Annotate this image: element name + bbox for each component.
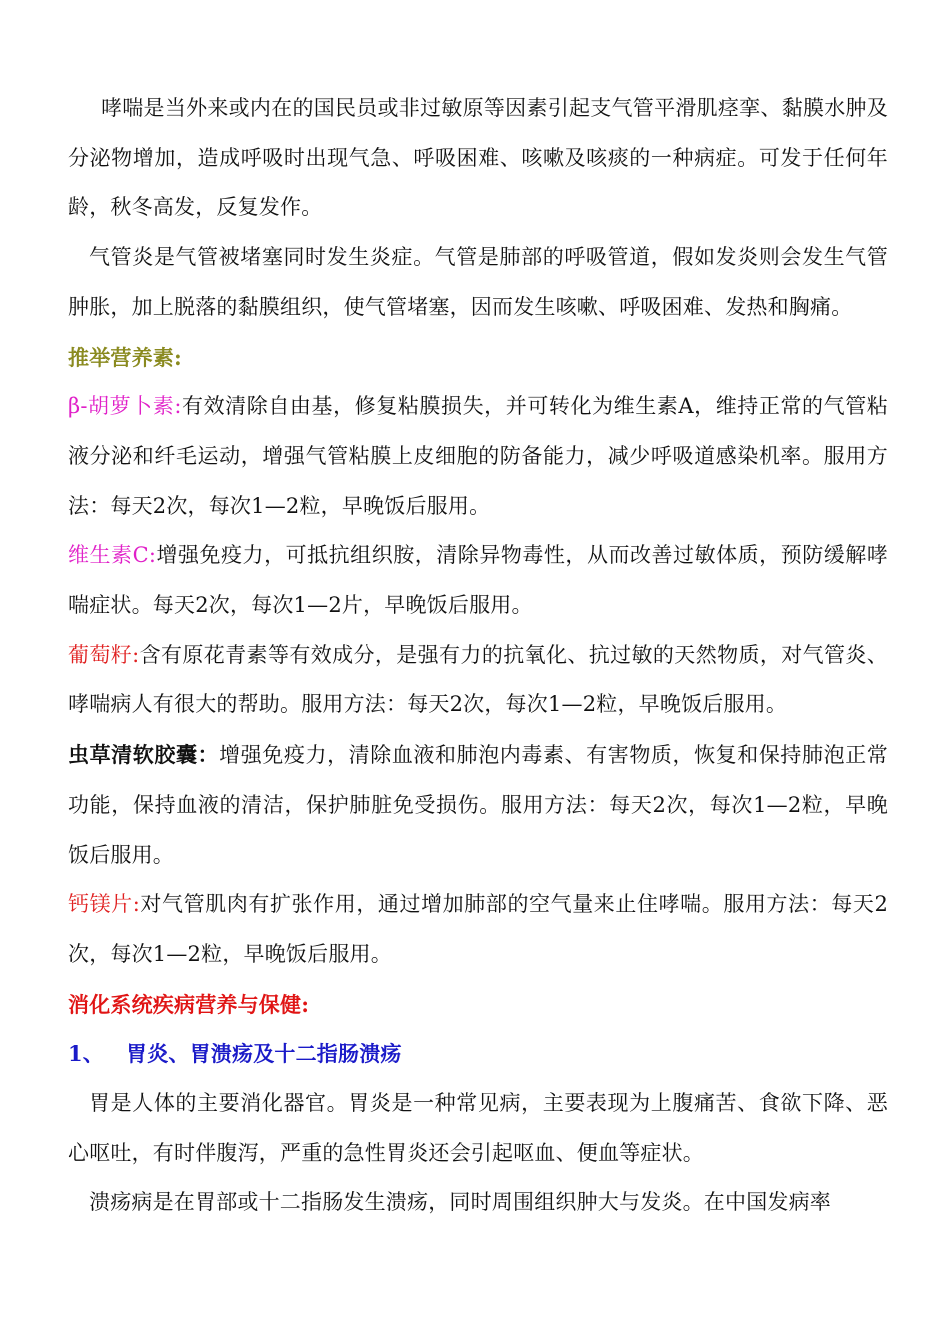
nutrient-text: 增强免疫力，清除血液和肺泡内毒素、有害物质，恢复和保持肺泡正常功能，保持血液的清洁，保护肺脏免受损伤。服用方法：每天2次，每次1—2粒，早晚饭后服用。 [68, 743, 888, 867]
paragraph-ulcer: 溃疡病是在胃部或十二指肠发生溃疡，同时周围组织肿大与发炎。在中国发病率 [89, 1190, 831, 1215]
nutrient-label: β-胡萝卜素: [68, 394, 182, 419]
nutrient-label: 钙镁片: [68, 892, 141, 917]
nutrient-beta-carotene [68, 382, 888, 531]
nutrient-grape-seed [68, 631, 888, 730]
document-page [68, 84, 888, 1228]
subsection-title: 胃炎、胃溃疡及十二指肠溃疡 [126, 1041, 402, 1067]
nutrient-label: 维生素C: [68, 543, 157, 568]
nutrient-cordyceps [68, 730, 888, 880]
nutrient-label: 虫草清软胶囊： [68, 742, 220, 768]
nutrient-label: 葡萄籽: [68, 642, 140, 667]
paragraph-gastritis: 胃是人体的主要消化器官。胃炎是一种常见病，主要表现为上腹痛苦、食欲下降、恶心呕吐，有时伴腹泻，严重的急性胃炎还会引起呕血、便血等症状。 [68, 1091, 888, 1165]
subsection-heading [68, 1029, 888, 1079]
recommend-heading: 推举营养素: [68, 344, 182, 370]
nutrient-vitamin-c [68, 531, 888, 630]
nutrient-text: 含有原花青素等有效成分，是强有力的抗氧化、抗过敏的天然物质，对气管炎、哮喘病人有很大的帮助。服用方法：每天2次，每次1—2粒，早晚饭后服用。 [68, 642, 888, 717]
subsection-number: 1、 [68, 1041, 105, 1067]
nutrient-text: 对气管肌肉有扩张作用，通过增加肺部的空气量来止住哮喘。服用方法：每天2次，每次1—2粒，早晚饭后服用。 [68, 892, 889, 966]
nutrient-text: 有效清除自由基，修复粘膜损失，并可转化为维生素A，维持正常的气管粘液分泌和纤毛运动，增强气管粘膜上皮细胞的防备能力，减少呼吸道感染机率。服用方法：每天2次，每次1—2粒，早晚饭后服用。 [68, 394, 888, 518]
paragraph-bronchitis: 气管炎是气管被堵塞同时发生炎症。气管是肺部的呼吸管道，假如发炎则会发生气管肿胀，加上脱落的黏膜组织，使气管堵塞，因而发生咳嗽、呼吸困难、发热和胸痛。 [68, 245, 888, 319]
paragraph-asthma: 哮喘是当外来或内在的国民员或非过敏原等因素引起支气管平滑肌痉挛、黏膜水肿及分泌物增加，造成呼吸时出现气急、呼吸困难、咳嗽及咳痰的一种病症。可发于任何年龄，秋冬高发，反复发作。 [68, 96, 888, 220]
nutrient-calcium-magnesium [68, 880, 888, 979]
section-heading-digestive: 消化系统疾病营养与保健: [68, 991, 310, 1017]
nutrient-text: 增强免疫力，可抵抗组织胺，清除异物毒性，从而改善过敏体质，预防缓解哮喘症状。每天2次，每次1—2片，早晚饭后服用。 [68, 543, 888, 618]
